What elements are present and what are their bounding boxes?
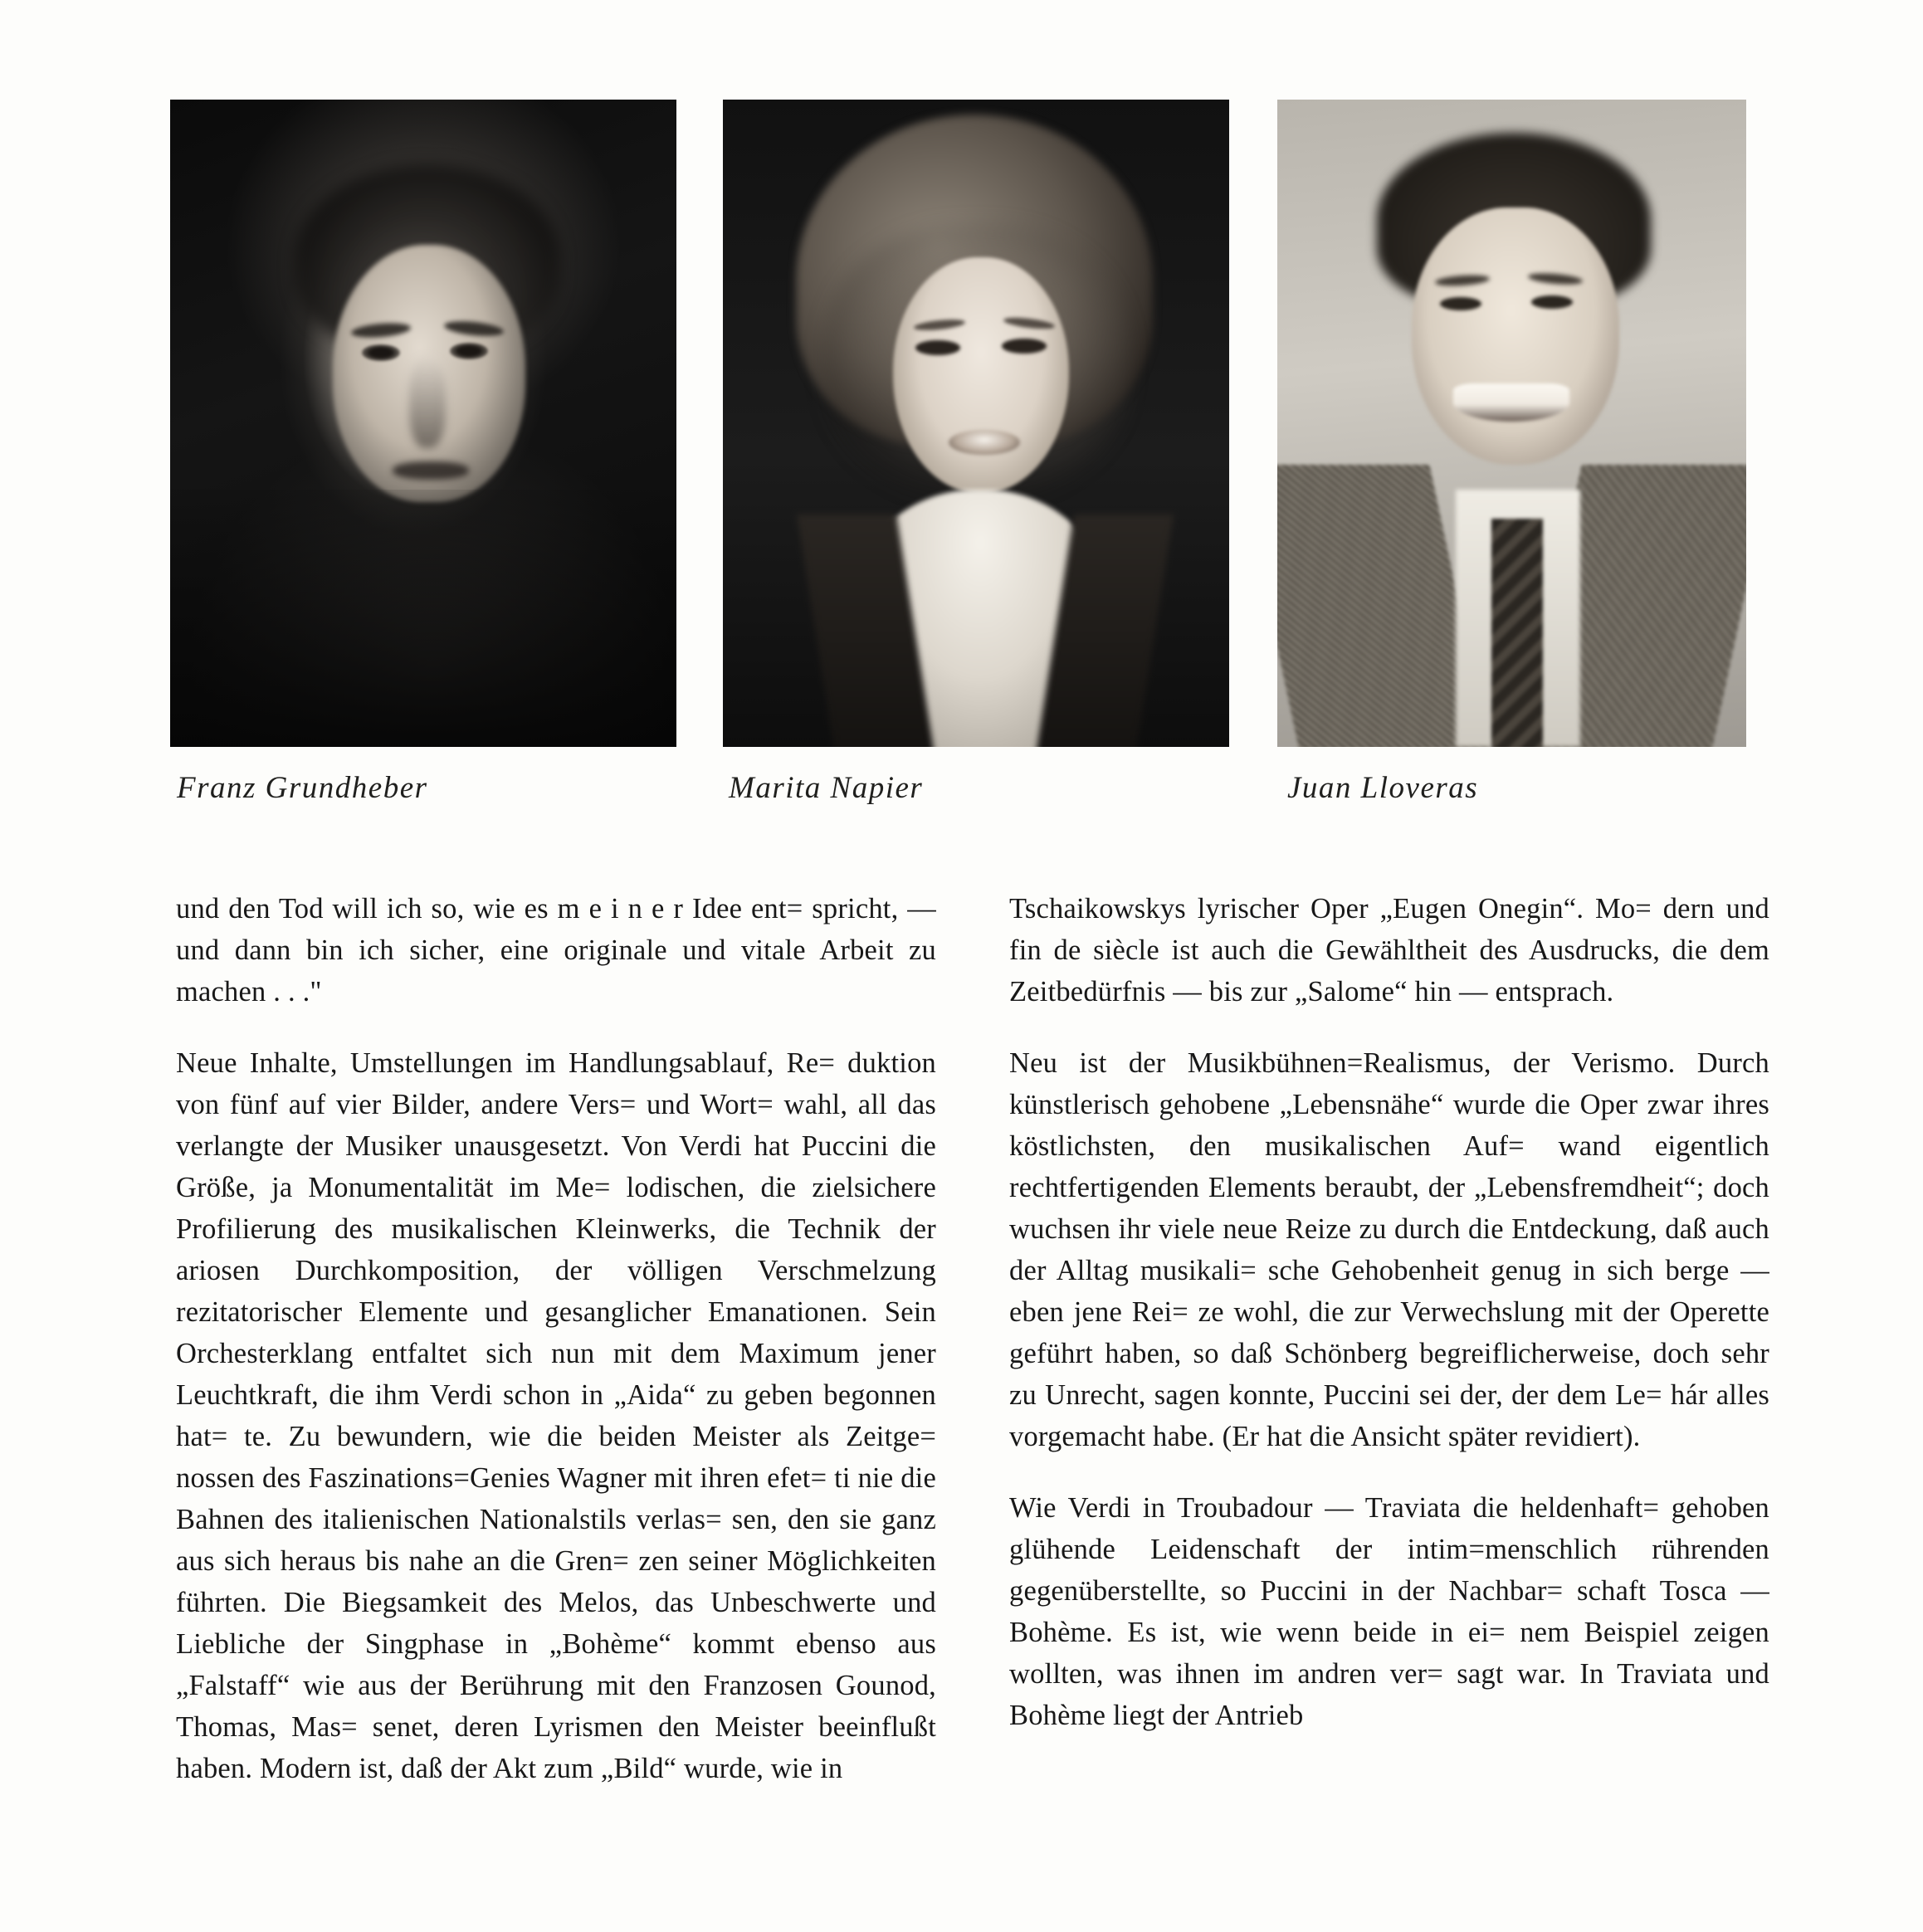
portrait-artwork — [723, 100, 1229, 747]
paragraph: und den Tod will ich so, wie es m e i n e r Idee ent= spricht, — und dann bin ich sicher, eine originale und vitale Arbeit zu machen . . ." — [176, 893, 936, 1007]
nose-shape — [409, 357, 446, 448]
face-shape — [893, 257, 1069, 494]
mouth-shape — [393, 461, 469, 480]
paragraph: Wie Verdi in Troubadour — Traviata die heldenhaft= gehoben glühende Leidenschaft der intim=menschlich rührenden gegenüberstellte, so Puccini in der Nachbar= schaft Tosca — Bohème. Es ist, wie wenn beide in ei= nem Beispiel zeigen wollten, was ihnen im andren ver= sagt war. In Traviata und Bohème liegt der Antrieb — [1009, 1492, 1769, 1731]
portrait-gallery — [170, 100, 1797, 830]
tie-shape — [1491, 519, 1543, 747]
eye-right-shape — [1002, 339, 1047, 354]
portrait-caption-2: Marita Napier — [729, 771, 924, 805]
paragraph: Neu ist der Musikbühnen=Realismus, der Verismo. Durch künstlerisch gehobene „Lebensnähe“ wurde die Oper zwar ihres köstlichsten, den musikalischen Auf= wand eigentlich rechtfertigenden Elements beraubt, der „Lebensfremdheit“; doch wuchsen ihr viele neue Reize zu durch die Entdeckung, daß auch der Alltag musikali= sche Gehobenheit genug in sich berge — eben jene Rei= ze wohl, die zur Verwechslung mit der Operette geführt haben, so daß Schönberg begreiflicherweise, doch sehr zu Unrecht, sagen konnte, Puccini sei der, der dem Le= hár alles vorgemacht habe. (Er hat die Ansicht später revidiert). — [1009, 1047, 1769, 1452]
eye-right-shape — [1531, 295, 1573, 309]
portrait-cell-2 — [712, 100, 1254, 830]
portrait-cell-3 — [1254, 100, 1796, 830]
article-body — [176, 888, 1769, 1789]
smile-shape — [1453, 383, 1569, 422]
face-shape — [1412, 207, 1619, 465]
portrait-photo-marita-napier — [723, 100, 1229, 747]
portrait-caption-3: Juan Lloveras — [1287, 771, 1479, 805]
eye-left-shape — [362, 344, 400, 361]
eye-left-shape — [1440, 297, 1481, 310]
mouth-shape — [949, 430, 1020, 455]
paragraph: Neue Inhalte, Umstellungen im Handlungsablauf, Re= duktion von fünf auf vier Bilder, andere Vers= und Wort= wahl, all das verlangte der Musiker unausgesetzt. Von Verdi hat Puccini die Größe, ja Monumentalität im Me= lodischen, die zielsichere Profilierung des musikalischen Kleinwerks, die Technik der ariosen Durchkomposition, der völligen Verschmelzung rezitatorischer Elemente und gesanglicher Emanationen. Sein Orchesterklang entfaltet sich nun mit dem Maximum jener Leuchtkraft, die ihm Verdi schon in „Aida“ zu geben begonnen hat= te. Zu bewundern, wie die beiden Meister als Zeitge= nossen des Faszinations=Genies Wagner mit ihren efet= ti nie die Bahnen des italienischen Nationalstils verlas= sen, den sie ganz aus sich heraus bis nahe an die Gren= zen seiner Möglichkeiten führten. Die Biegsamkeit des Melos, das Unbeschwerte und Liebliche der Singphase in „Bohème“ kommt ebenso aus „Falstaff“ wie aus der Berührung mit den Franzosen Gounod, Thomas, Mas= senet, deren Lyrismen den Meister beeinflußt haben. Modern ist, daß der Akt zum „Bild“ wurde, wie in — [176, 1047, 936, 1784]
portrait-caption-1: Franz Grundheber — [177, 771, 428, 805]
portrait-cell-1 — [170, 100, 712, 830]
eye-right-shape — [450, 343, 488, 359]
eye-left-shape — [915, 340, 960, 355]
text-column-right — [1009, 888, 1769, 1789]
text-column-left — [176, 888, 936, 1789]
portrait-artwork — [1277, 100, 1746, 747]
shadow-overlay — [170, 490, 676, 747]
portrait-artwork — [170, 100, 676, 747]
portrait-photo-franz-grundheber — [170, 100, 676, 747]
paragraph: Tschaikowskys lyrischer Oper „Eugen Onegin“. Mo= dern und fin de siècle ist auch die Gewähltheit des Ausdrucks, die dem Zeitbedürfnis — bis zur „Salome“ hin — entsprach. — [1009, 893, 1769, 1007]
portrait-photo-juan-lloveras — [1277, 100, 1746, 747]
